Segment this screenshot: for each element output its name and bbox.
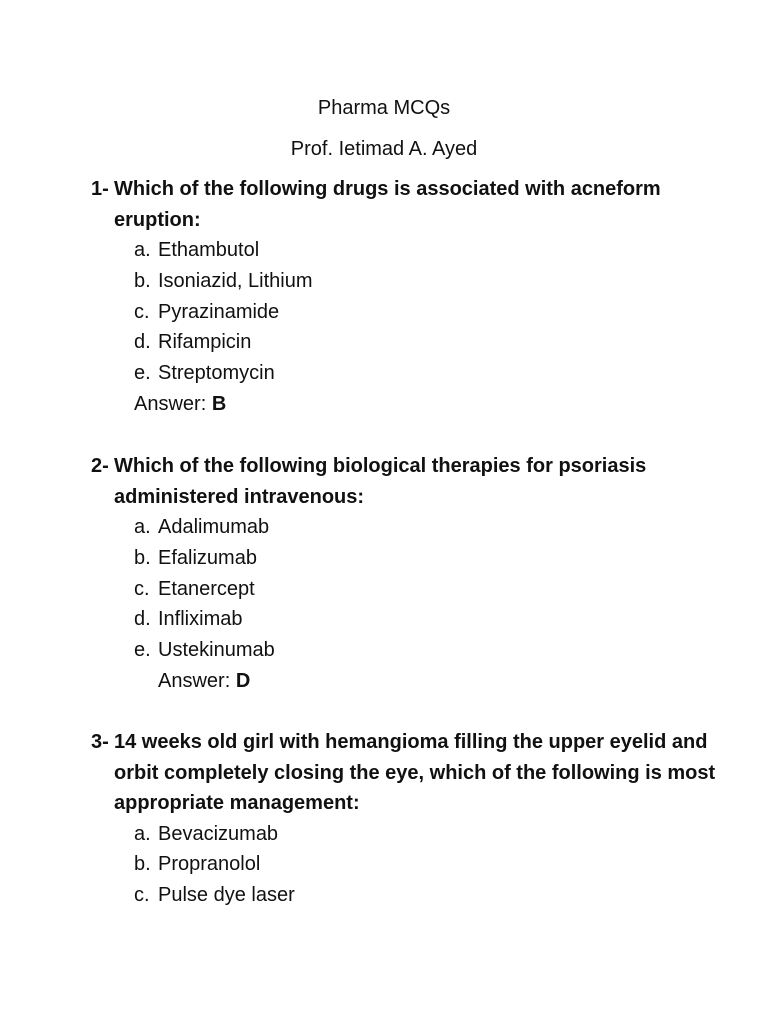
question-1: [91, 174, 731, 420]
option-letter: a.: [134, 239, 151, 261]
option-text: Pulse dye laser: [158, 884, 295, 907]
option-letter: d.: [134, 331, 151, 354]
options-list: [91, 235, 731, 389]
option-text: Infliximab: [158, 608, 243, 631]
question-stem: [91, 451, 731, 512]
question-stem: [91, 727, 731, 819]
option-a: [91, 819, 731, 850]
option-text: Ustekinumab: [158, 639, 275, 662]
document-author: Prof. Ietimad A. Ayed: [290, 138, 478, 160]
option-c: [91, 880, 731, 911]
answer-value: D: [235, 669, 251, 692]
option-letter: e.: [134, 639, 151, 662]
answer-line: [91, 389, 731, 420]
option-text: Streptomycin: [158, 362, 275, 385]
question-2: [91, 451, 731, 697]
option-b: [91, 849, 731, 880]
question-text: Which of the following biological therapies for psoriasis administered intravenous:: [114, 455, 647, 508]
option-letter: c.: [134, 577, 150, 600]
option-text: Pyrazinamide: [158, 300, 280, 323]
options-list: [91, 819, 731, 911]
question-number: 2-: [91, 455, 109, 477]
option-c: [91, 297, 731, 328]
option-letter: c.: [134, 884, 150, 907]
option-letter: a.: [134, 516, 151, 538]
option-d: [91, 327, 731, 358]
answer-label: Answer:: [134, 392, 207, 415]
option-text: Efalizumab: [158, 546, 257, 569]
option-letter: b.: [134, 269, 151, 292]
option-letter: b.: [134, 546, 151, 569]
document-title: Pharma MCQs: [317, 97, 451, 119]
option-letter: e.: [134, 362, 151, 385]
question-text: 14 weeks old girl with hemangioma filling the upper eyelid and orbit completely closing the eye, which of the following is most appropriate management:: [114, 731, 716, 814]
option-letter: a.: [134, 822, 151, 845]
option-text: Propranolol: [158, 853, 261, 876]
option-d: [91, 604, 731, 635]
option-letter: c.: [134, 300, 150, 323]
options-list: [91, 512, 731, 666]
option-text: Ethambutol: [158, 239, 260, 261]
option-e: [91, 635, 731, 666]
answer-value: B: [211, 392, 227, 415]
answer-label: Answer:: [158, 669, 231, 692]
option-a: [91, 235, 731, 266]
option-c: [91, 574, 731, 605]
option-text: Rifampicin: [158, 331, 252, 354]
question-text: Which of the following drugs is associated with acneform eruption:: [114, 178, 661, 231]
option-text: Isoniazid, Lithium: [158, 269, 313, 292]
answer-line: [91, 666, 731, 697]
question-number: 1-: [91, 178, 109, 200]
question-3: [91, 727, 731, 911]
option-letter: d.: [134, 608, 151, 631]
option-letter: b.: [134, 853, 151, 876]
option-text: Adalimumab: [158, 516, 270, 538]
question-number: 3-: [91, 731, 109, 753]
option-a: [91, 512, 731, 543]
question-stem: [91, 174, 731, 235]
option-text: Bevacizumab: [158, 822, 279, 845]
option-b: [91, 266, 731, 297]
option-e: [91, 358, 731, 389]
option-text: Etanercept: [158, 577, 255, 600]
option-b: [91, 543, 731, 574]
